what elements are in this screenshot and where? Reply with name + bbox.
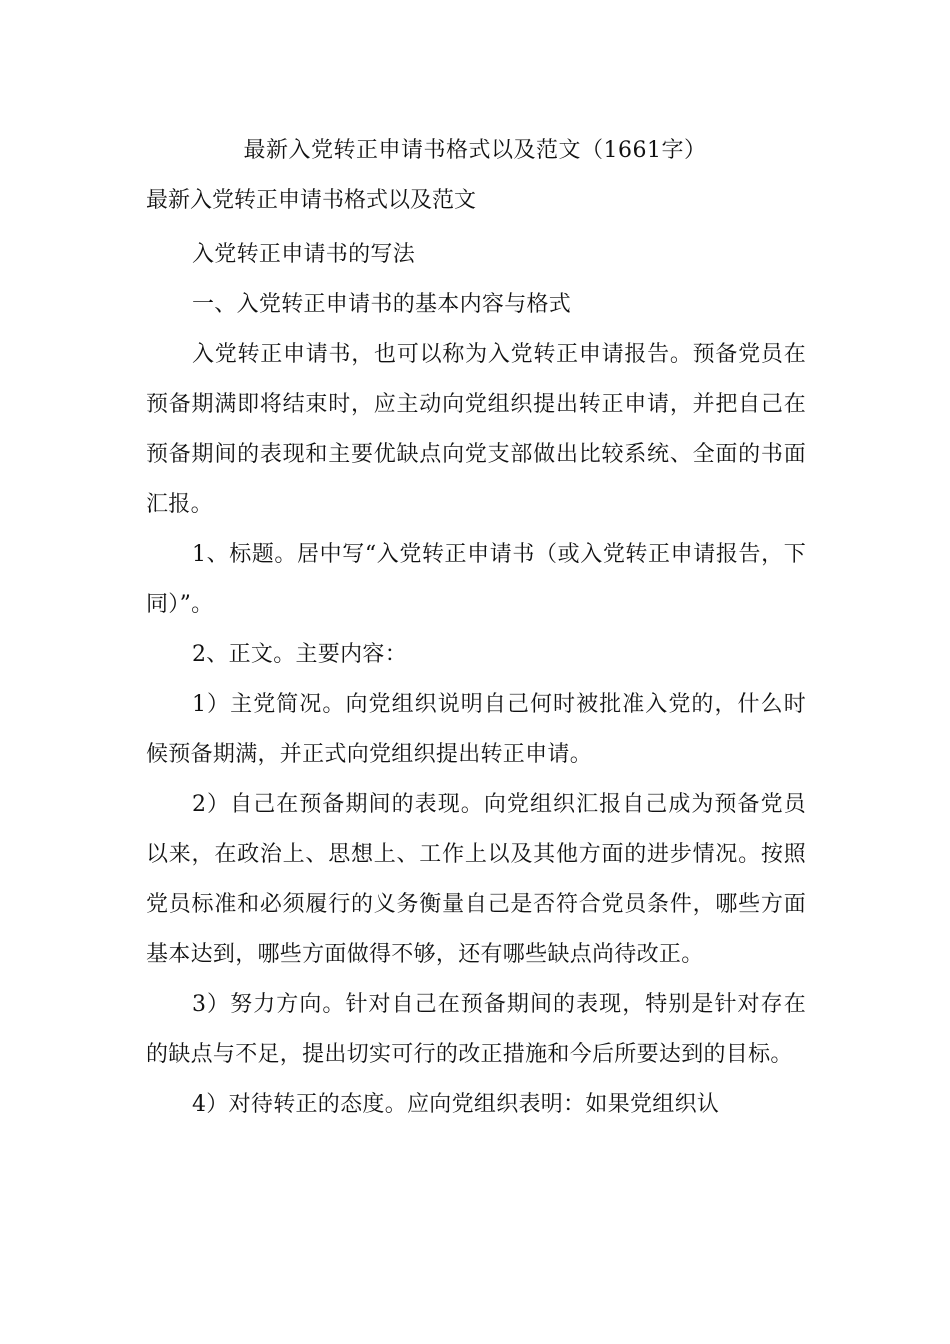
document-subtitle: 最新入党转正申请书格式以及范文 xyxy=(146,188,477,213)
paragraph-item-3: 3）努力方向。针对自己在预备期间的表现，特别是针对存在的缺点与不足，提出切实可行的改正措施和今后所要达到的目标。 xyxy=(146,992,806,1067)
paragraph-body-rule: 2、正文。主要内容： xyxy=(192,642,407,667)
paragraph-item-1: 1）主党简况。向党组织说明自己何时被批准入党的，什么时候预备期满，并正式向党组织提出转正申请。 xyxy=(146,692,806,767)
paragraph-item-2: 2）自己在预备期间的表现。向党组织汇报自己成为预备党员以来，在政治上、思想上、工作上以及其他方面的进步情况。按照党员标准和必须履行的义务衡量自己是否符合党员条件，哪些方面基本达到，哪些方面做得不够，还有哪些缺点尚待改正。 xyxy=(146,792,806,967)
paragraph-intro: 入党转正申请书，也可以称为入党转正申请报告。预备党员在预备期满即将结束时，应主动向党组织提出转正申请，并把自己在预备期间的表现和主要优缺点向党支部做出比较系统、全面的书面汇报。 xyxy=(146,342,806,517)
document-body xyxy=(146,230,806,1130)
section-heading-method: 入党转正申请书的写法 xyxy=(192,242,416,267)
paragraph-item-4: 4）对待转正的态度。应向党组织表明：如果党组织认 xyxy=(192,1092,720,1117)
section-heading-content-format: 一、入党转正申请书的基本内容与格式 xyxy=(192,292,572,317)
paragraph-title-rule: 1、标题。居中写“入党转正申请书（或入党转正申请报告，下同）”。 xyxy=(146,542,806,617)
document-title: 最新入党转正申请书格式以及范文（1661字） xyxy=(243,138,707,163)
